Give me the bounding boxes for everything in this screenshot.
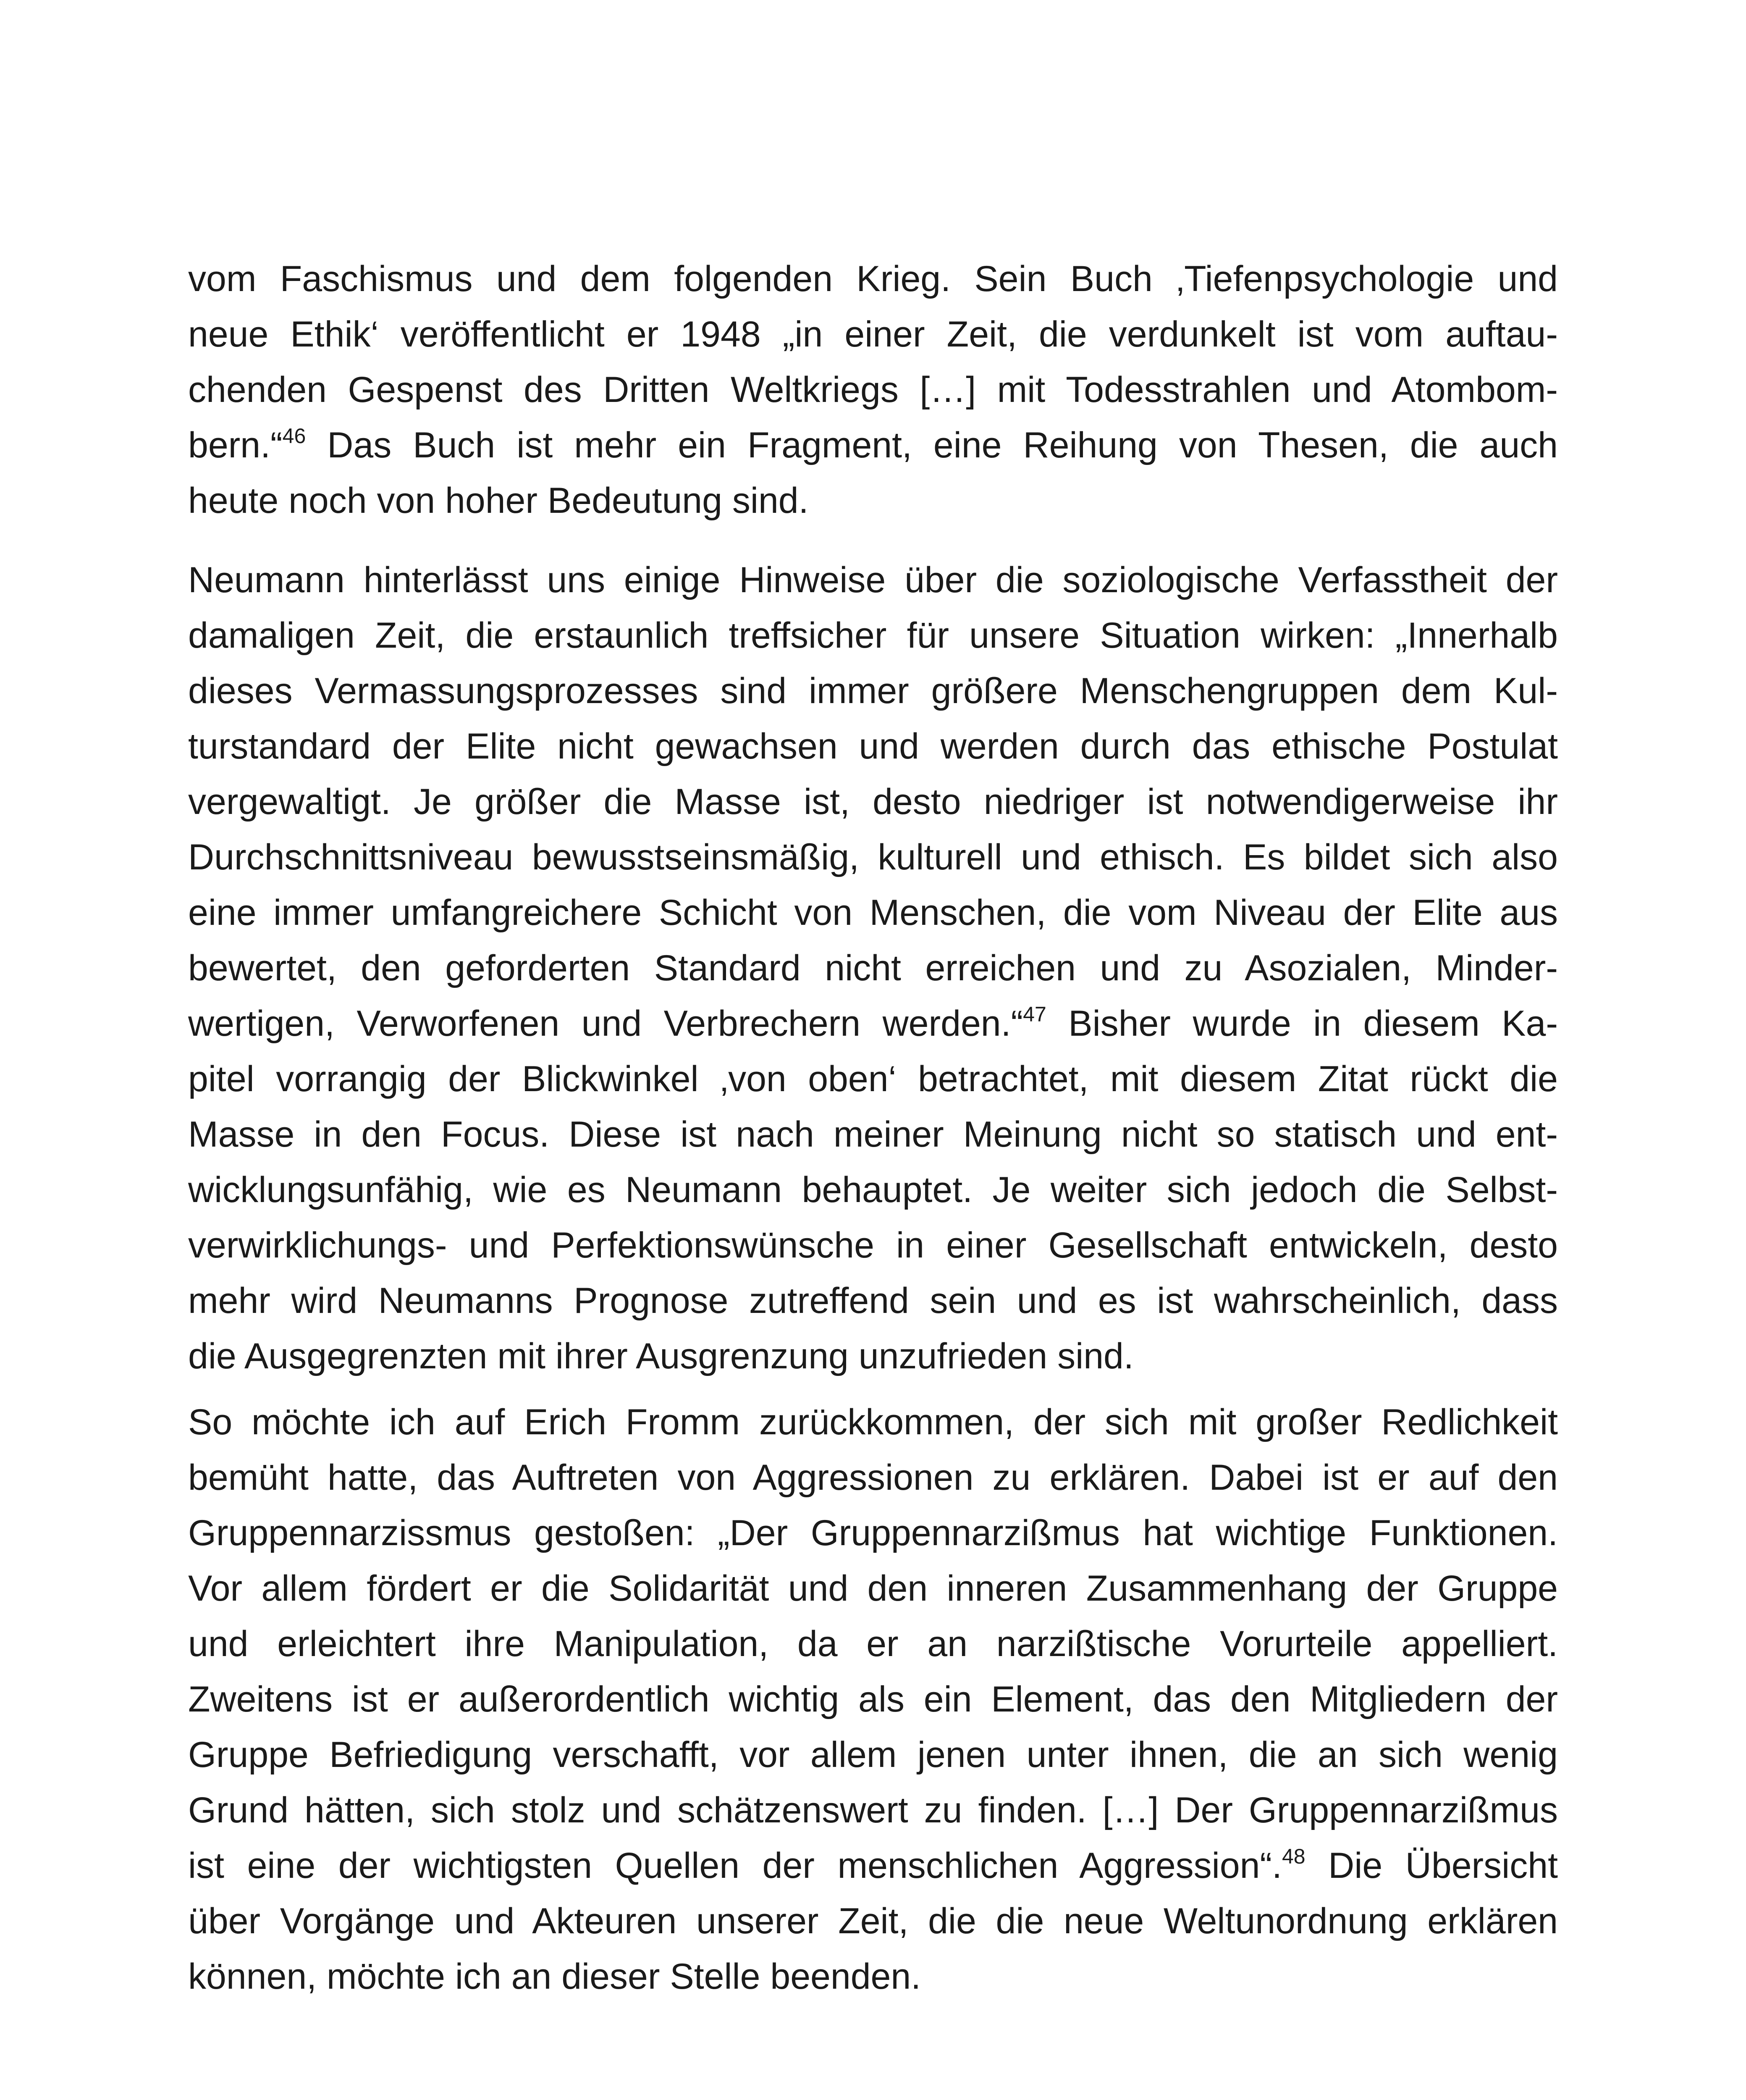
text-line: eine immer umfangreichere Schicht von Menschen, die vom Niveau der Elite aus <box>188 892 1558 933</box>
text-run: Das Buch ist mehr ein Fragment, eine Reihung von Thesen, die auch <box>306 425 1558 465</box>
text-line: und erleichtert ihre Manipulation, da er an narzißtische Vorurteile appelliert. <box>188 1624 1558 1664</box>
text-line: Vor allem fördert er die Solidarität und den inneren Zusammenhang der Gruppe <box>188 1568 1558 1609</box>
text-line: können, möchte ich an dieser Stelle beenden. <box>188 1956 921 1997</box>
text-run: wertigen, Verworfenen und Verbrechern werden.“ <box>188 1003 1023 1044</box>
footnote-ref-48: 48 <box>1282 1845 1306 1868</box>
text-line: mehr wird Neumanns Prognose zutreffend sein und es ist wahrscheinlich, dass <box>188 1281 1558 1321</box>
text-run: ist eine der wichtigsten Quellen der menschlichen Aggression“. <box>188 1845 1282 1886</box>
text-line: Zweitens ist er außerordentlich wichtig als ein Element, das den Mitgliedern der <box>188 1679 1558 1719</box>
paragraph-1 <box>188 251 1558 528</box>
text-line: Neumann hinterlässt uns einige Hinweise über die soziologische Verfasstheit der <box>188 560 1558 600</box>
text-run: bern.“ <box>188 425 283 465</box>
text-line: pitel vorrangig der Blickwinkel ‚von oben‘ betrachtet, mit diesem Zitat rückt die <box>188 1059 1558 1099</box>
paragraph-2 <box>188 552 1558 1384</box>
text-line: Durchschnittsniveau bewusstseinsmäßig, kulturell und ethisch. Es bildet sich also <box>188 837 1558 877</box>
text-run: Bisher wurde in diesem Ka- <box>1046 1003 1558 1044</box>
text-line: turstandard der Elite nicht gewachsen und werden durch das ethische Postulat <box>188 726 1558 766</box>
text-line: die Ausgegrenzten mit ihrer Ausgrenzung unzufrieden sind. <box>188 1336 1134 1376</box>
text-line: Masse in den Focus. Diese ist nach meiner Meinung nicht so statisch und ent- <box>188 1114 1558 1155</box>
text-line: vergewaltigt. Je größer die Masse ist, desto niedriger ist notwendigerweise ihr <box>188 782 1558 822</box>
text-line: über Vorgänge und Akteuren unserer Zeit, die die neue Weltunordnung erklären <box>188 1901 1558 1941</box>
text-line: Gruppe Befriedigung verschafft, vor allem jenen unter ihnen, die an sich wenig <box>188 1735 1558 1775</box>
text-line: Gruppennarzissmus gestoßen: „Der Gruppennarzißmus hat wichtige Funktionen. <box>188 1513 1558 1553</box>
text-line: bewertet, den geforderten Standard nicht erreichen und zu Asozialen, Minder- <box>188 948 1558 988</box>
text-line: vom Faschismus und dem folgenden Krieg. Sein Buch ‚Tiefenpsychologie und <box>188 259 1558 299</box>
text-line <box>188 996 1558 1051</box>
text-line: So möchte ich auf Erich Fromm zurückkommen, der sich mit großer Redlichkeit <box>188 1402 1558 1442</box>
text-line: chenden Gespenst des Dritten Weltkriegs […] mit Todesstrahlen und Atombom- <box>188 370 1558 410</box>
text-line: Grund hätten, sich stolz und schätzenswert zu finden. […] Der Gruppennarzißmus <box>188 1790 1558 1830</box>
text-line: neue Ethik‘ veröffentlicht er 1948 „in einer Zeit, die verdunkelt ist vom auftau- <box>188 314 1558 354</box>
text-line: bemüht hatte, das Auftreten von Aggressionen zu erklären. Dabei ist er auf den <box>188 1457 1558 1498</box>
text-line <box>188 1838 1558 1893</box>
paragraph-3 <box>188 1394 1558 2004</box>
text-run: Die Übersicht <box>1305 1845 1558 1886</box>
text-line: damaligen Zeit, die erstaunlich treffsicher für unsere Situation wirken: „Innerhalb <box>188 615 1558 656</box>
footnote-ref-46: 46 <box>282 424 306 448</box>
footnote-ref-47: 47 <box>1023 1003 1046 1026</box>
text-line <box>188 417 1558 473</box>
text-line: heute noch von hoher Bedeutung sind. <box>188 480 809 521</box>
text-line: dieses Vermassungsprozesses sind immer größere Menschengruppen dem Kul- <box>188 671 1558 711</box>
text-line: wicklungsunfähig, wie es Neumann behauptet. Je weiter sich jedoch die Selbst- <box>188 1170 1558 1210</box>
text-line: verwirklichungs- und Perfektionswünsche in einer Gesellschaft entwickeln, desto <box>188 1225 1558 1265</box>
